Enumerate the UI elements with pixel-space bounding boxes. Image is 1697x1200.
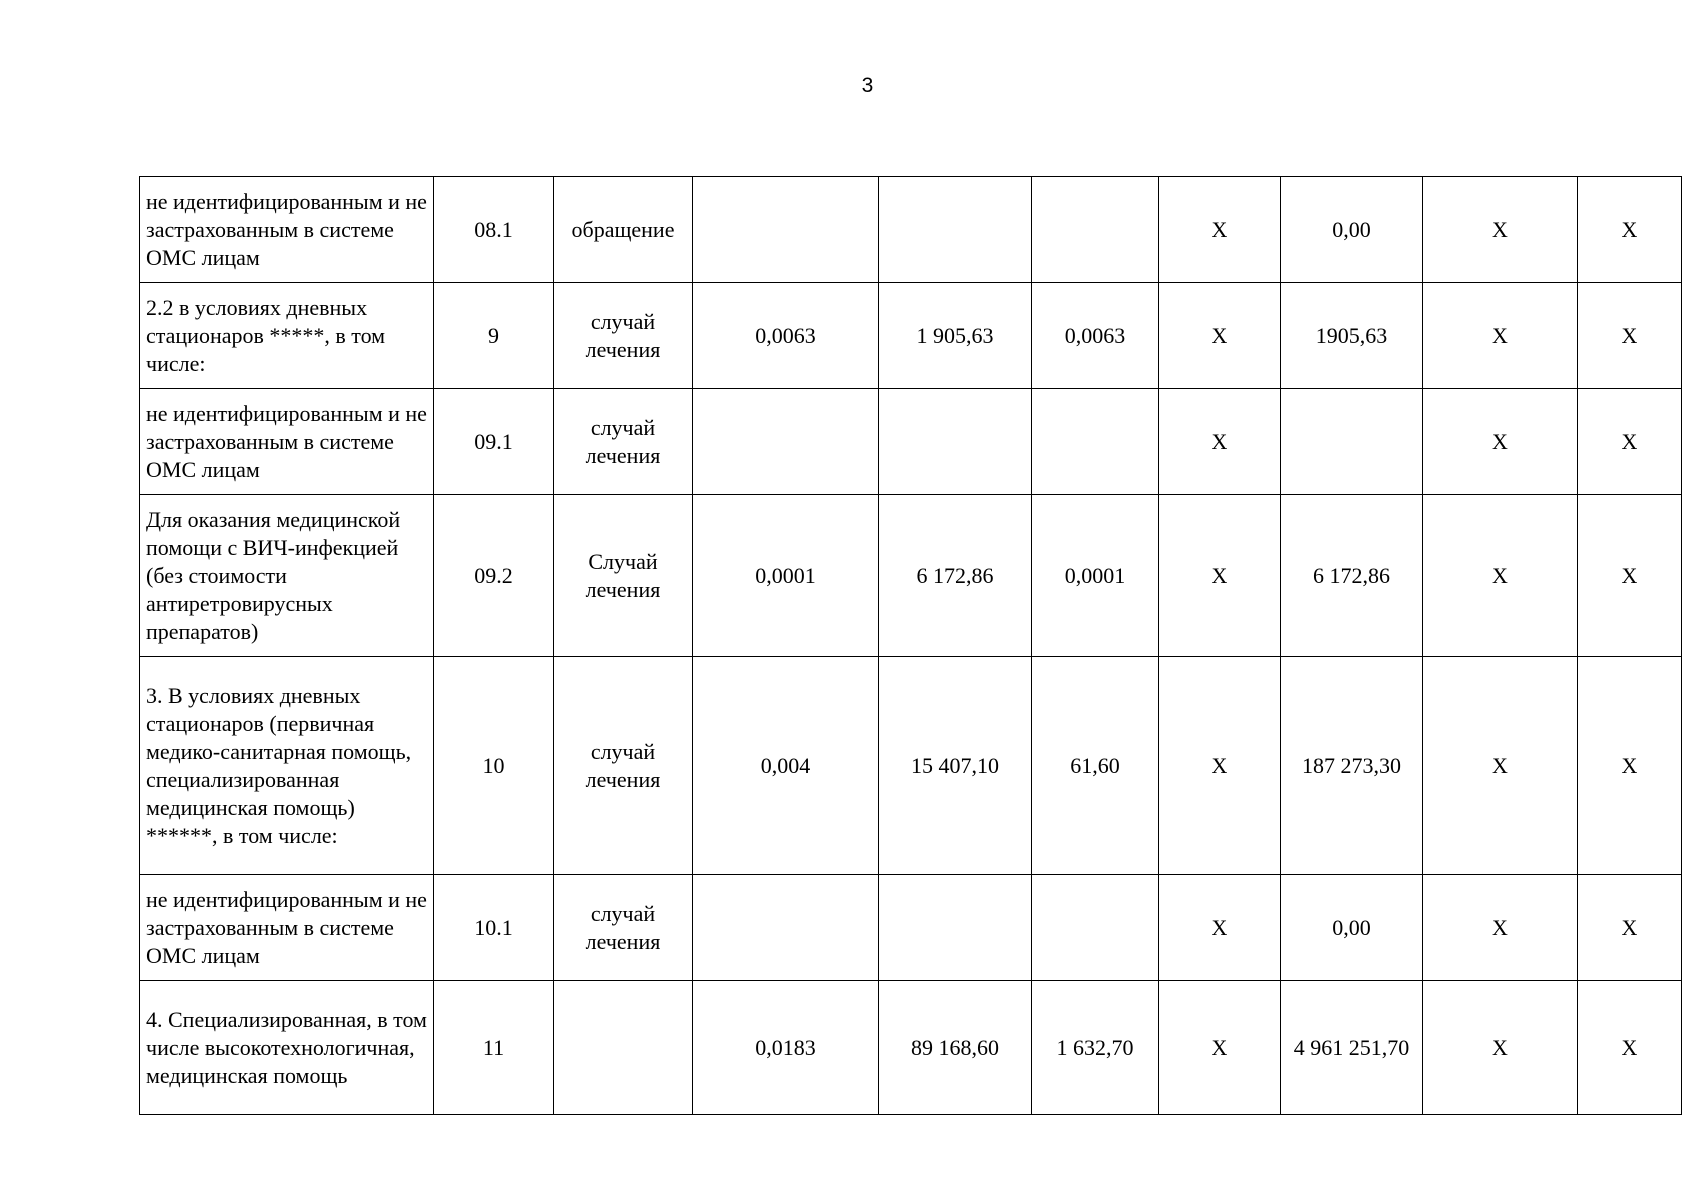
cell-text: X: [1211, 752, 1228, 778]
table-cell: [434, 495, 554, 657]
cell-text: X: [1492, 428, 1508, 454]
table-cell: [554, 177, 693, 283]
table-cell: [1578, 389, 1682, 495]
cell-text: X: [1492, 216, 1508, 242]
cell-text: X: [1492, 322, 1508, 348]
cell-text: 2.2 в условиях дневных стационаров *****, в том числе:: [146, 294, 386, 376]
table-row: [140, 283, 1682, 389]
row-name-cell: [140, 875, 434, 981]
table-cell: [434, 389, 554, 495]
cell-text: 11: [482, 1034, 505, 1060]
cell-text: 0,0063: [755, 322, 816, 348]
cell-text: 6 172,86: [1313, 562, 1390, 588]
table-cell: [1159, 657, 1281, 875]
table-cell: [879, 177, 1032, 283]
table-cell: [1032, 657, 1159, 875]
table-cell: [1423, 389, 1578, 495]
table-cell: [1578, 657, 1682, 875]
cell-text: не идентифицированным и не застрахованным в системе ОМС лицам: [146, 400, 427, 482]
cell-text: X: [1621, 562, 1638, 588]
cell-text: 9: [488, 322, 499, 348]
row-name-cell: [140, 657, 434, 875]
row-name-cell: [140, 177, 434, 283]
table-cell: [554, 875, 693, 981]
cell-text: случай лечения: [585, 900, 661, 954]
table-row: [140, 981, 1682, 1115]
cell-text: X: [1492, 562, 1508, 588]
table-cell: [1423, 283, 1578, 389]
cell-text: 0,0001: [1064, 562, 1126, 588]
cell-text: X: [1621, 428, 1638, 454]
table-cell: [1281, 981, 1423, 1115]
table-cell: [434, 657, 554, 875]
cell-text: X: [1211, 428, 1228, 454]
row-name-cell: [140, 495, 434, 657]
table-row: [140, 657, 1682, 875]
cell-text: X: [1621, 1034, 1638, 1060]
table-cell: [1423, 981, 1578, 1115]
cell-text: 10.1: [474, 914, 513, 940]
row-name-cell: [140, 283, 434, 389]
table-cell: [1578, 981, 1682, 1115]
row-name-cell: [140, 981, 434, 1115]
table-cell: [1578, 177, 1682, 283]
cell-text: 0,00: [1332, 216, 1371, 242]
table-cell: [879, 389, 1032, 495]
table-cell: [434, 875, 554, 981]
table-cell: [879, 981, 1032, 1115]
table-cell: [434, 177, 554, 283]
table-cell: [693, 875, 879, 981]
table-cell: [1423, 495, 1578, 657]
cell-text: не идентифицированным и не застрахованным в системе ОМС лицам: [146, 188, 427, 270]
cell-text: 1 632,70: [1056, 1034, 1134, 1060]
cell-text: не идентифицированным и не застрахованным в системе ОМС лицам: [146, 886, 427, 968]
cell-text: Случай лечения: [585, 548, 661, 602]
cell-text: 61,60: [1070, 752, 1120, 778]
table-cell: [1578, 495, 1682, 657]
cell-text: 3. В условиях дневных стационаров (первичная медико-санитарная помощь, специализированная медицинская помощь) ******, в том числе:: [146, 682, 412, 848]
table-row: [140, 389, 1682, 495]
table-cell: [1423, 875, 1578, 981]
table-cell: [879, 495, 1032, 657]
cell-text: 0,0183: [755, 1034, 816, 1060]
cell-text: X: [1621, 752, 1638, 778]
cell-text: 0,004: [760, 752, 811, 778]
table-cell: [1159, 283, 1281, 389]
cell-text: 0,0063: [1064, 322, 1126, 348]
table-cell: [1281, 389, 1423, 495]
table-cell: [554, 495, 693, 657]
table-cell: [434, 283, 554, 389]
cell-text: X: [1492, 1034, 1508, 1060]
table-cell: [693, 177, 879, 283]
table-cell: [1032, 495, 1159, 657]
cell-text: X: [1492, 752, 1508, 778]
table-cell: [879, 283, 1032, 389]
table-cell: [879, 875, 1032, 981]
table-cell: [1281, 875, 1423, 981]
table-row: [140, 495, 1682, 657]
table-cell: [1423, 657, 1578, 875]
table-cell: [1159, 875, 1281, 981]
cell-text: 0,00: [1332, 914, 1371, 940]
table-cell: [1032, 177, 1159, 283]
table-cell: [1281, 657, 1423, 875]
table-cell: [1159, 177, 1281, 283]
cell-text: 6 172,86: [916, 562, 994, 588]
cell-text: 09.2: [474, 562, 513, 588]
table-cell: [554, 657, 693, 875]
table-cell: [1159, 389, 1281, 495]
cell-text: 15 407,10: [911, 752, 999, 778]
page-number: 3: [861, 74, 874, 97]
table-cell: [1423, 177, 1578, 283]
row-name-cell: [140, 389, 434, 495]
data-table: [139, 176, 1682, 1115]
cell-text: 1905,63: [1315, 322, 1388, 348]
cell-text: 4 961 251,70: [1293, 1034, 1410, 1060]
table-cell: [879, 657, 1032, 875]
cell-text: X: [1211, 914, 1228, 940]
table-cell: [554, 283, 693, 389]
table-row: [140, 875, 1682, 981]
cell-text: 10: [482, 752, 505, 778]
cell-text: X: [1621, 914, 1638, 940]
cell-text: 4. Специализированная, в том числе высокотехнологичная, медицинская помощь: [146, 1006, 427, 1088]
table-cell: [1281, 495, 1423, 657]
table-cell: [1032, 389, 1159, 495]
table-cell: [1032, 875, 1159, 981]
cell-text: X: [1492, 914, 1508, 940]
cell-text: 89 168,60: [911, 1034, 999, 1060]
table-cell: [693, 495, 879, 657]
cell-text: X: [1621, 322, 1638, 348]
table-cell: [693, 283, 879, 389]
table-cell: [554, 389, 693, 495]
cell-text: 09.1: [474, 428, 513, 454]
cell-text: X: [1621, 216, 1638, 242]
table-cell: [554, 981, 693, 1115]
cell-text: 1 905,63: [916, 322, 994, 348]
table-cell: [1578, 875, 1682, 981]
table-cell: [1159, 495, 1281, 657]
table-cell: [1032, 283, 1159, 389]
cell-text: X: [1211, 322, 1228, 348]
table-cell: [1159, 981, 1281, 1115]
table-cell: [1281, 283, 1423, 389]
cell-text: 187 273,30: [1302, 752, 1401, 778]
table-cell: [693, 657, 879, 875]
table-cell: [434, 981, 554, 1115]
table-cell: [1578, 283, 1682, 389]
table-row: [140, 177, 1682, 283]
cell-text: 0,0001: [755, 562, 816, 588]
table-cell: [1281, 177, 1423, 283]
table-cell: [693, 389, 879, 495]
cell-text: случай лечения: [585, 738, 661, 792]
cell-text: X: [1211, 1034, 1228, 1060]
cell-text: обращение: [571, 216, 675, 242]
cell-text: случай лечения: [585, 308, 661, 362]
table-cell: [1032, 981, 1159, 1115]
cell-text: 08.1: [474, 216, 513, 242]
cell-text: X: [1211, 562, 1228, 588]
cell-text: X: [1211, 216, 1228, 242]
cell-text: случай лечения: [585, 414, 661, 468]
table-cell: [693, 981, 879, 1115]
cell-text: Для оказания медицинской помощи с ВИЧ-инфекцией (без стоимости антиретровирусных препаратов): [146, 506, 401, 644]
